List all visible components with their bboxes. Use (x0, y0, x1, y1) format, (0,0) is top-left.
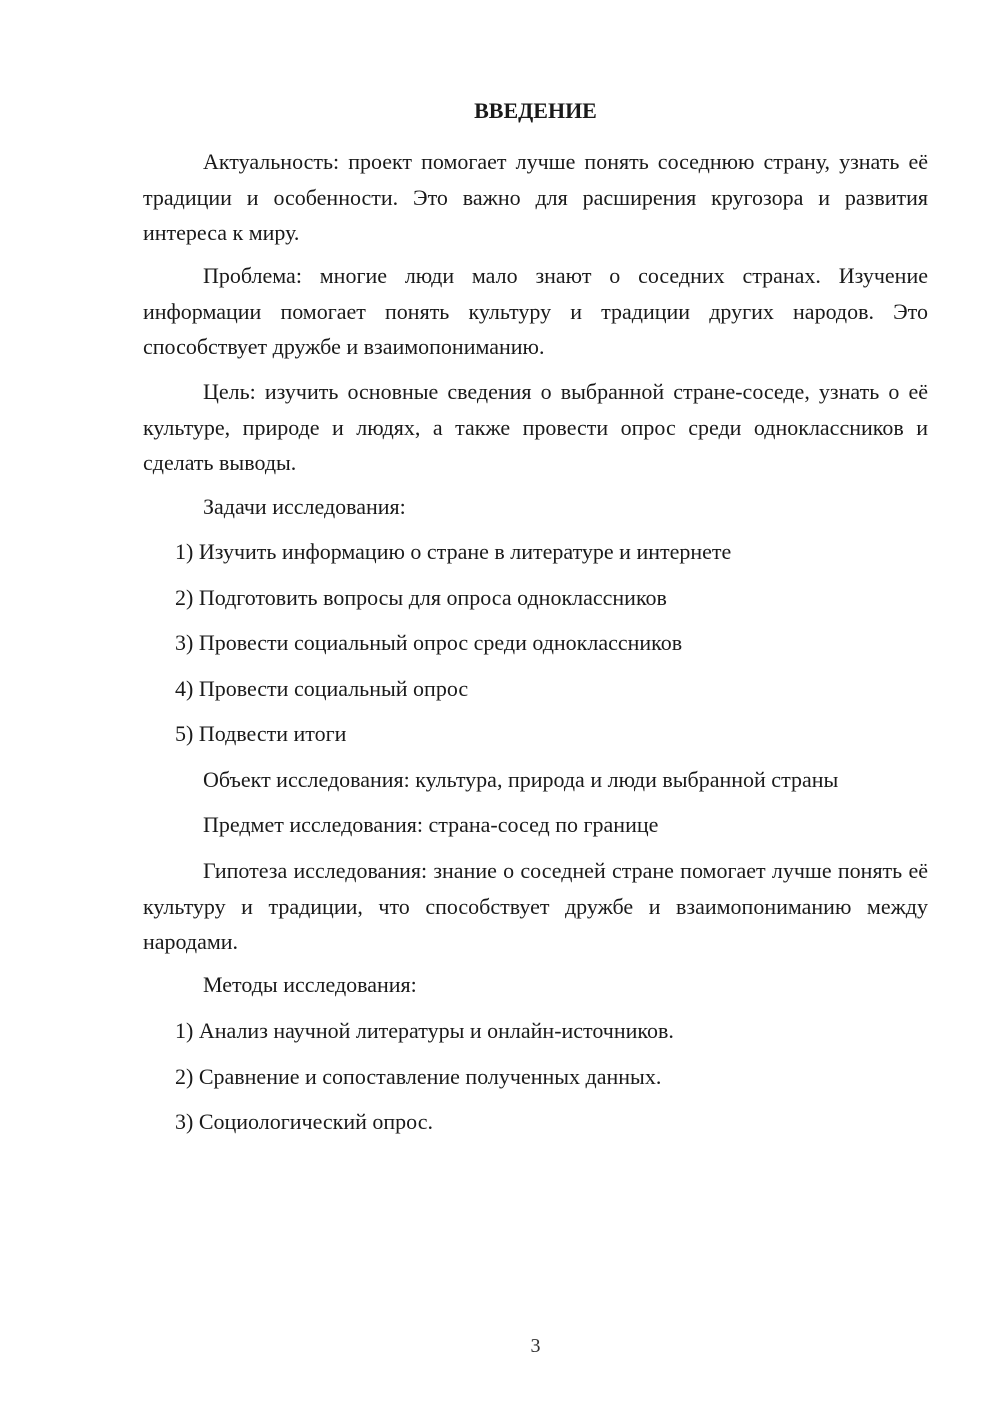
tasks-title: Задачи исследования: (203, 494, 406, 519)
document-page (143, 0, 928, 1414)
hypothesis-paragraph: Гипотеза исследования: знание о соседней стране помогает лучше понять её культуру и традиции, что способствует дружбе и взаимопониманию между народами. (143, 858, 928, 954)
relevance-paragraph: Актуальность: проект помогает лучше понять соседнюю страну, узнать её традиции и особенности. Это важно для расширения кругозора и развития интереса к миру. (143, 149, 928, 245)
goal-paragraph: Цель: изучить основные сведения о выбранной стране-соседе, узнать о её культуре, природе и людях, а также провести опрос среди одноклассников и сделать выводы. (143, 379, 928, 475)
task-item: 5) Подвести итоги (175, 721, 347, 746)
page-title: ВВЕДЕНИЕ (474, 98, 597, 123)
object-line: Объект исследования: культура, природа и люди выбранной страны (203, 767, 839, 792)
page-number: 3 (530, 1335, 541, 1357)
problem-paragraph: Проблема: многие люди мало знают о соседних странах. Изучение информации помогает понять культуру и традиции других народов. Это способствует дружбе и взаимопониманию. (143, 263, 928, 359)
task-item: 1) Изучить информацию о стране в литературе и интернете (175, 539, 732, 564)
task-item: 2) Подготовить вопросы для опроса одноклассников (175, 585, 667, 610)
method-item: 2) Сравнение и сопоставление полученных данных. (175, 1064, 662, 1089)
subject-line: Предмет исследования: страна-сосед по границе (203, 812, 659, 837)
method-item: 3) Социологический опрос. (175, 1109, 433, 1134)
methods-title: Методы исследования: (203, 972, 417, 997)
task-item: 4) Провести социальный опрос (175, 676, 469, 701)
method-item: 1) Анализ научной литературы и онлайн-источников. (175, 1018, 674, 1043)
task-item: 3) Провести социальный опрос среди одноклассников (175, 630, 683, 655)
